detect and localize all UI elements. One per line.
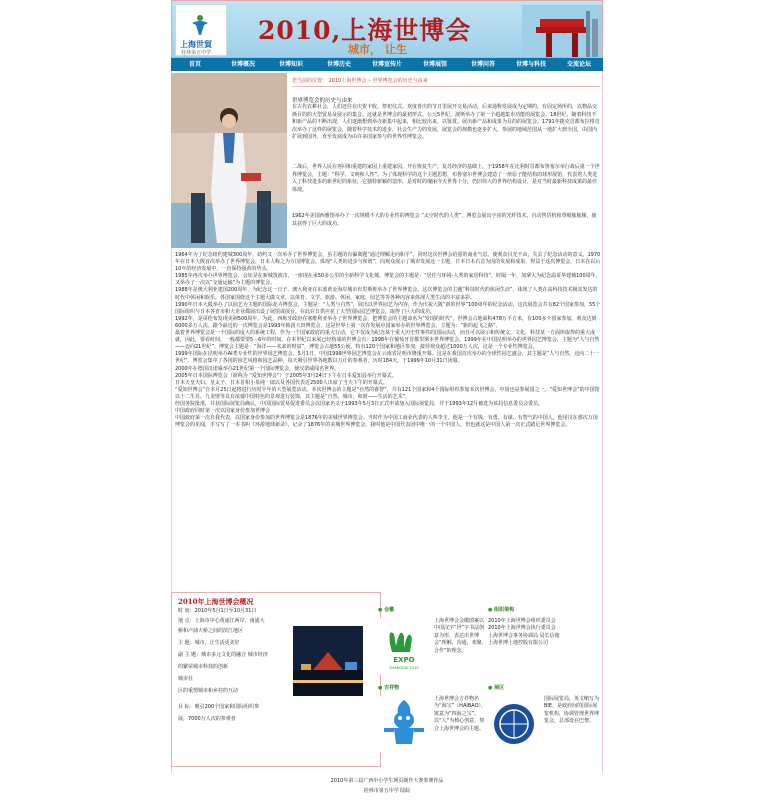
logo-title: 上海世貿	[180, 40, 212, 49]
card-text: 上海世博会会徽图案以中国汉字“世”字书法创意为形，表达出世博会“理解、沟通、欢聚、合作”的理念。	[434, 618, 487, 654]
nav-promo-video[interactable]: 世博宣传片	[371, 61, 402, 68]
expo-emblem-image	[378, 618, 430, 674]
expo-night-photo	[293, 626, 363, 696]
history-paragraph: 1999年国际在昆明举办AI类专业性的世界园艺博览会。5月1日，中国1999世界园艺博览会在云南省昆明市隆重开幕。这是在我国首次举办的全球性园艺盛会，其主题是“人与自然，迈向二十一世纪”。博览会集中了各国的园艺风格和园艺品种，每天吸引世界各地数以万计的参观者，历时184天，于1999年10月31日闭幕。	[175, 351, 600, 365]
nav-history[interactable]: 世博历史	[326, 61, 351, 68]
haibao-mascot-image	[378, 696, 430, 752]
emblem-card[interactable]	[378, 606, 488, 682]
org-link[interactable]: 2010年上海世博会组织委员会	[488, 618, 556, 624]
overview-line: 的繁荣城市科技的创新	[178, 664, 229, 670]
history-paragraph: 1990年日本大阪举办了以园艺为主题的国际花卉博览会，主题是：“人类与自然”，展出以世界园艺为内容，作为庆祝大阪“新的世界”100周年的纪念活动。这次展览会共有82个国家参加，55个国际组织与日本各省市和大企业都展出设了展馆或展台。在此在日供应花了大型国际园艺博览会，取得了巨大的成功。	[175, 301, 601, 315]
history-paragraph: 最着世界博览会是一个国际的庞大的系统工程，作为一个国家政府的重大行动，它不仅成为纪念某个重大历史性事件的国际活动，而且可以展示和传统文、文化、科技某一方面所取得的重大成就，因此，要看时间，一般都要要5－6年的时间。在本世纪以来展已经构成的世博会有：1998年在葡萄牙首都里斯本世界博览会。1999年在中国昆明举办的世界园艺博览会，主题为“人与自然——迈向21世纪”，博览会主题是：“海洋——未来的财富”，博览会占地55公顷，特有120个国家和地区参加，接待观众超过1000万人次，这是一个专业性博览会。	[175, 330, 600, 351]
card-title: ● 会徽	[378, 607, 395, 613]
banner-slogan: 城市， 让生	[348, 43, 407, 56]
history-paragraph: 2000年在德国汉诺威举办21世纪第一个国际博览会，使汉诺威闻名世界。	[175, 365, 340, 372]
card-title: ● 展区	[488, 685, 505, 691]
article-paragraph-3: 1962年美国西雅图举办了一次规模不大的专业性的博览会 “太空时代的人类”，博览会展出宇宙的光纤技术，自动售货机和垂吸舷舷梯，使其获得了巨大的成功。	[292, 213, 597, 227]
history-paragraph: “爱知世博会”自本月25日起将进行历时半年的大型展览活动。本次世博会的主题是“自然的睿智”，共有121个国家和4个国际组织参加本次世博会，中国也是参展国之一。“爱知世博会”的中国馆以十二生肖、九龙壁等具有浓郁中国特色的景观进行装饰，其主题是“自然、城市、和谐——生活的艺术”。	[175, 386, 600, 400]
school-logo[interactable]	[175, 4, 227, 56]
card-title: ● 组织架构	[488, 607, 515, 613]
nav-overview[interactable]: 世博概况	[230, 61, 255, 68]
logo-subtitle: 桂林第五中学	[181, 50, 212, 56]
breadcrumb	[292, 77, 428, 84]
main-nav	[171, 58, 603, 71]
banner	[171, 0, 603, 58]
overview-line: 时 间：2010年5月1日至10月31日	[178, 608, 257, 614]
card-text	[488, 618, 603, 648]
overview-line: 地 点：上海市中心黄浦江两岸，南浦大	[178, 618, 265, 624]
nav-technology[interactable]: 世博与科技	[515, 61, 546, 68]
history-paragraph: 中国政府同时第一次以国家身份参加世博会	[175, 408, 271, 415]
overview-line: 区的重塑城市和乡村的互动	[178, 688, 239, 694]
overview-line: 展，7000万人次的参观者	[178, 716, 236, 722]
org-link[interactable]: 上海世博会事务协调局 局长信箱	[488, 632, 560, 639]
card-text: 上海世博会吉祥物名为“海宝”（HAIBAO），寓意为“四海之宝”。以“人”为核心创意，契合上海世博会的主题。	[434, 696, 487, 732]
overview-line: 副 主 题：城市多元文化的融合 城市经济	[178, 652, 268, 658]
svg-text:SHANGHAI 2010: SHANGHAI 2010	[389, 666, 419, 670]
history-paragraph: 2005年日本国际博览会（简称为 “爱知世博会”）于2005年3月24日下午在日本爱知县举行开幕式。	[175, 372, 397, 379]
card-title: ● 吉祥物	[378, 685, 400, 691]
history-paragraph: 1988年是澳大利亚建国200周年，为纪念这一日子，澳大利亚在东部黄金海岸城市布里斯班举办了世界博览会。这次博览会的主题“科技时代的休闲生活”，体现了人类在高科技技术极其发达的时代中休闲和娱乐。各国家围绕这个主题大做文章，以体育、文学、旅游、休闲、家庭、园艺等等各种内容来体现人类生活的丰富多彩。	[175, 287, 598, 301]
overview-line: 目 标：吸引200个国家和国际组织参	[178, 704, 260, 710]
card-text: 国际展览局，英文缩写为BIE，是政府间的国际展览机构，协调管理世界博览会，总部设在巴黎。	[544, 696, 600, 725]
article-paragraph-2: 二战后，世界人民在再回和重建的家园上重建家园，开在恢复生产，复苏经济的基础上，于1958年在比利时首都布鲁塞尔举行战后第一个世界博览会，主题：“科学、文明和人性”。为了体现科学的这个主题思想，布鲁塞尔世博会建造了一座原子能结构的球形展馆，代表着人类进入了科技进步的新世纪的象征，它独特新颖的造形，是对时的瑰丽今天世界十分，仍旧伟大的世界结构设计，是对当时最新科技成果的最佳体现。	[292, 164, 600, 193]
expo-overview-box	[171, 592, 381, 767]
footer-line-2: 桂林市第五中学 陆皖	[363, 788, 411, 794]
nav-knowledge[interactable]: 世博知识	[278, 61, 303, 68]
footer-line-1: 2010年第三届广西中小学生网页制作大赛参赛作品	[330, 778, 444, 784]
nav-forum[interactable]: 交流论坛	[566, 61, 591, 68]
history-paragraph: 1964年为了纪念纽约建城300周年，纽约又一次举办了世界博览会，虽主题的有偏离题“通过理解走向和平”，同时这次世博会给重的商业气息，使观众目光不由，失去了纪念活动的意义。1970年在日本大阪首次举办了世界博览会，日本人称之为万国博览会，体现“人类的进步与和谐”，向观众展示了城市发展这一主题，日本日本石首为国的发展和成果，得益于这次博览会，日本在以后10年的经济发展中，一直保持强劲的势头。	[175, 252, 601, 273]
speaker-photo	[171, 73, 287, 248]
breadcrumb-link-history[interactable]: 世界博览会的历史与由来	[372, 78, 428, 84]
org-link[interactable]: 2010年上海世博会执行委员会	[488, 625, 556, 632]
article-title: 世界博览会的历史与由来	[292, 98, 353, 104]
overview-line: 城市社	[178, 676, 194, 682]
history-paragraph: 中国政府第一次自我代表，以国家身份参加的世界博览会是1876年的美城世界博览会。当时作为中国工商业代表的人叫李圭，他是一个有钱、有勇、有谋、有智气的中国人，他用汉在那次万国博览会的见闻，手写写了一本书叫《环游地球新录》，记录了1876年的美城世界博览会，我叫他是中国代表团中唯一的一个中国人，但也就这是中国人第一次正式踏足世界博览会。	[175, 415, 598, 429]
bie-card[interactable]	[488, 684, 603, 760]
expo-figure-icon	[188, 13, 212, 37]
history-paragraph: 日本天皇夫妇、皇太子、日本首相小泉纯一郎以及各国代表近2500人出席了当天下午的开幕式。	[175, 379, 388, 386]
history-paragraph: 1985年再次举办世界博览会，会址是在新城筑波市，一座现在承50多公里的全新科学文化城。博览会的主题是：“居住与环境-人类的家居科技”，时隔一年，加拿大为纪念温哥华建城100周年，又举办了一次以“交通运输”为主题的博览会。	[175, 273, 601, 287]
history-text	[175, 252, 601, 429]
banner-title: 2010,上海世博会	[258, 16, 472, 45]
breadcrumb-label: 您当前的位置：	[292, 78, 328, 84]
divider	[292, 86, 600, 87]
history-paragraph: 经国务院批准，并获国际展览局确认，中国国际贸易促进委员会以国家名义于1993年5月3日正式申请加入国际展览局，并于1993年12月被选为该局信息委员会委员。	[175, 400, 544, 407]
svg-text:EXPO: EXPO	[393, 656, 415, 664]
org-link[interactable]: 上海世博土地控股有限公司	[488, 640, 549, 647]
history-paragraph: 1992年，是哥伦布发现美洲500周年，为此，西班牙政府在塞维利亚举办了世界博览会，把博览会的主题命名为“发现的时代”，世博会占地面积478万平方米，有100多个国家参加。观众达到6000多万人次。跟今最近的一次博览会是1993年韩国大田博览会，这是世界上第一次在发展中国家举办的世界博览会，主题为：“新的起飞之路”。	[175, 315, 597, 329]
overview-line: 主 题：城市，让生活更美好	[178, 640, 240, 646]
nav-pavilions[interactable]: 世博展馆	[422, 61, 447, 68]
nav-home[interactable]: 首页	[188, 61, 201, 68]
overview-line: 桥和卢浦大桥之间的滨江地区	[178, 628, 244, 634]
mascot-card[interactable]	[378, 684, 488, 760]
overview-title: 2010年上海世博会概况	[178, 597, 254, 606]
article-paragraph-1: 在古代农耕社会，人们还往在庆贺丰收、祭祀仪式、欢度喜庆的节日里展开交易活动，后来通称发展成为定期的，有固定场所的，以物品交换目的的大型贸易及展示的集会。这就是世博会的最初形式。公元5世纪，波斯举办了第一个超越集市功能的展览会。18世纪，随着科技不和新产品的不断出现，人们逐渐想到举办新集中起来，相比较出来，以鉴赏。展出新产品和成果为目的的展览会。1791年捷克首都布拉格首次举办了这样的展览会，随着科学技术的进步，社会生产力的发展，展览会的规模也逐步扩大，参展的地域范围从一地扩大到全国，由国内扩展到国外，直至发展成为由许多国家参与的世界性博览会。	[292, 104, 600, 141]
nav-qa[interactable]: 世博问答	[470, 61, 495, 68]
page	[171, 0, 603, 800]
breadcrumb-link-expo[interactable]: 2010上海世博会	[328, 78, 367, 84]
bie-logo-image	[488, 696, 540, 752]
breadcrumb-separator: »	[367, 78, 371, 84]
organization-card[interactable]	[488, 606, 603, 682]
china-pavilion-image	[522, 5, 602, 57]
